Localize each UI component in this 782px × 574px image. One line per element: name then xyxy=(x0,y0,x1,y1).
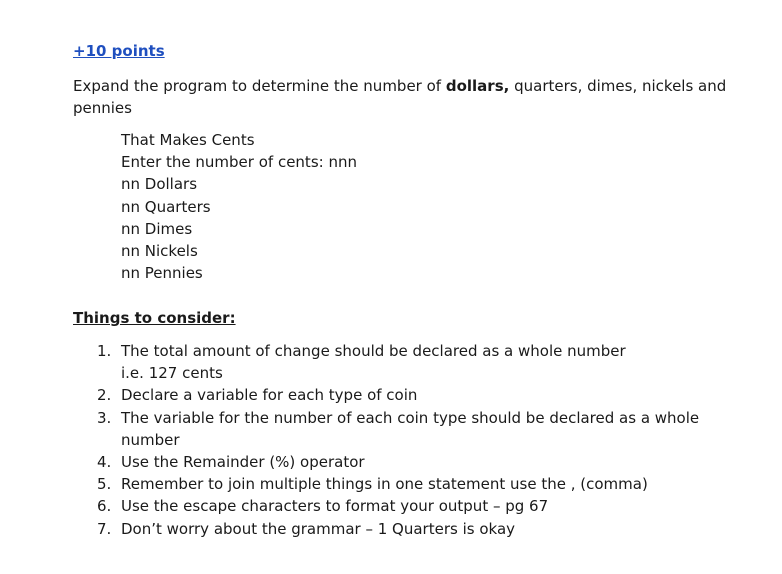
intro-text-bold: dollars, xyxy=(445,77,510,95)
list-item-text: Don’t worry about the grammar – 1 Quarters is okay xyxy=(121,519,516,538)
sample-line: nn Pennies xyxy=(121,264,203,283)
sample-output xyxy=(121,129,357,284)
list-item xyxy=(97,451,717,473)
list-item-number: 6. xyxy=(97,497,112,516)
list-item-number: 5. xyxy=(97,475,112,494)
sample-line: That Makes Cents xyxy=(121,131,255,149)
sample-line: nn Dollars xyxy=(121,175,198,194)
intro-text-prefix: Expand the program to determine the number of xyxy=(73,77,446,95)
list-item-text: Use the Remainder (%) operator xyxy=(121,453,365,472)
list-item-number: 4. xyxy=(97,453,112,472)
list-item-subtext: i.e. 127 cents xyxy=(121,364,223,383)
list-item xyxy=(97,407,717,451)
intro-paragraph xyxy=(73,75,733,119)
list-item-number: 1. xyxy=(97,342,112,360)
sample-line: nn Quarters xyxy=(121,197,211,216)
list-item-text: The total amount of change should be declared as a whole number xyxy=(121,342,626,360)
list-item xyxy=(97,495,717,517)
list-item-text: The variable for the number of each coin type should be declared as a whole number xyxy=(121,408,700,449)
sample-line: Enter the number of cents: nnn xyxy=(121,153,357,172)
consider-heading: Things to consider: xyxy=(73,309,236,327)
sample-line: nn Nickels xyxy=(121,242,198,261)
list-item xyxy=(97,340,717,384)
list-item xyxy=(97,384,717,406)
list-item-number: 3. xyxy=(97,408,112,427)
intro-text-suffix: quarters, dimes, nickels and pennies xyxy=(73,77,727,117)
list-item-text: Declare a variable for each type of coin xyxy=(121,386,418,405)
list-item-number: 2. xyxy=(97,386,112,405)
list-item-text: Use the escape characters to format your output – pg 67 xyxy=(121,497,549,516)
consider-list xyxy=(97,340,717,540)
list-item-text-wrap xyxy=(121,340,717,384)
list-item-number: 7. xyxy=(97,519,112,538)
list-item xyxy=(97,473,717,495)
list-item xyxy=(97,518,717,540)
points-heading: +10 points xyxy=(73,42,165,60)
list-item-text: Remember to join multiple things in one statement use the , (comma) xyxy=(121,475,648,494)
sample-line: nn Dimes xyxy=(121,219,193,238)
